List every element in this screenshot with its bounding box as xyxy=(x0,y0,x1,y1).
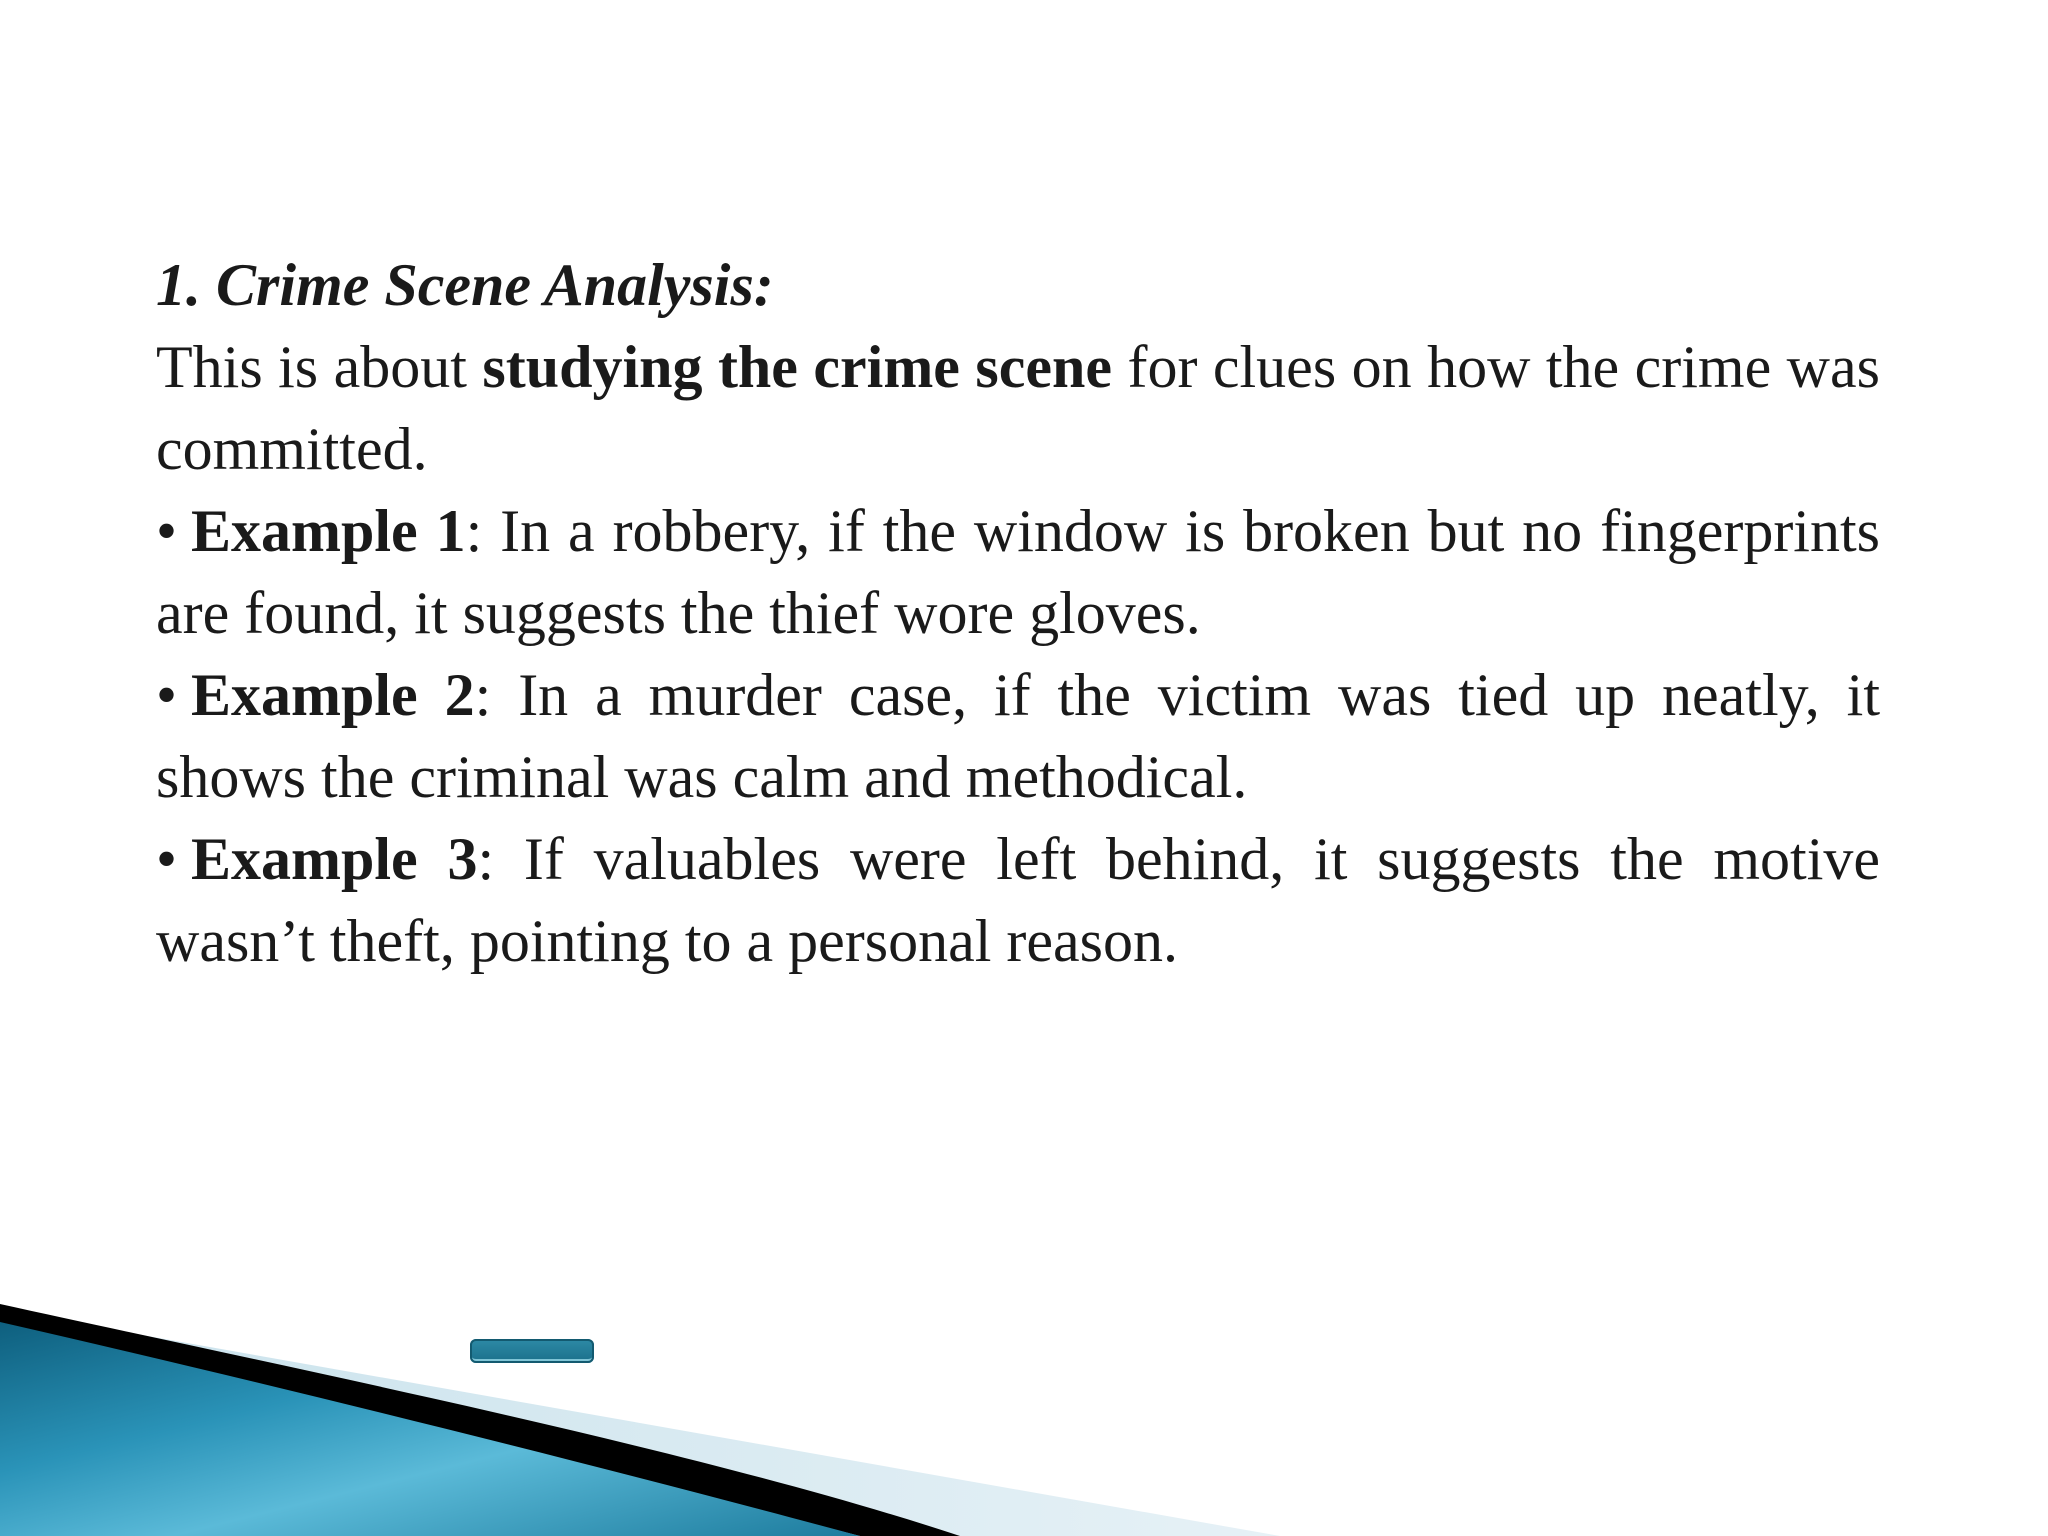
bullet-icon: • xyxy=(156,826,178,892)
example-item-1 xyxy=(156,490,1880,654)
intro-text-start: This is about xyxy=(156,334,483,400)
blue-swoosh xyxy=(0,1322,860,1536)
bullet-icon: • xyxy=(156,662,178,728)
intro-paragraph xyxy=(156,326,1880,490)
intro-text-end: for clues on how the crime was committed. xyxy=(156,334,1880,482)
slide-tab-decoration xyxy=(470,1339,594,1363)
example-label: Example 3 xyxy=(191,826,478,892)
example-text: : If valuables were left behind, it suggests the motive wasn’t theft, pointing to a personal reason. xyxy=(156,826,1880,974)
example-text: : In a robbery, if the window is broken but no fingerprints are found, it suggests the thief wore gloves. xyxy=(156,498,1880,646)
slide-body xyxy=(156,244,1880,982)
example-label: Example 1 xyxy=(191,498,466,564)
example-item-2 xyxy=(156,654,1880,818)
example-text: : In a murder case, if the victim was tied up neatly, it shows the criminal was calm and methodical. xyxy=(156,662,1881,810)
example-item-3 xyxy=(156,818,1880,982)
example-label: Example 2 xyxy=(191,662,475,728)
footer-wave-decoration xyxy=(0,1290,2048,1536)
intro-emphasis: studying the crime scene xyxy=(482,334,1112,400)
slide-heading: 1. Crime Scene Analysis: xyxy=(156,252,774,318)
bullet-icon: • xyxy=(156,498,178,564)
